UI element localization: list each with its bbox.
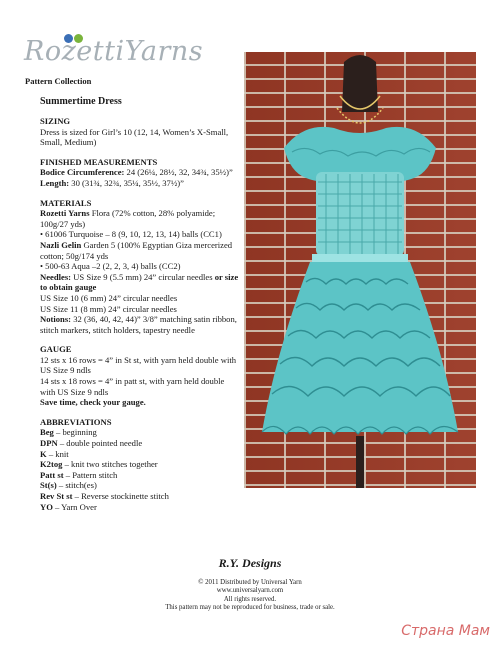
website: www.universalyarn.com xyxy=(216,587,284,595)
gauge-line-2: 14 sts x 18 rows = 4” in patt st, with yarn held double with US Size 9 ndls xyxy=(40,376,225,397)
logo-text: RozettiYarns xyxy=(24,36,204,67)
yarn-1: Rozetti Yarns Flora (72% cotton, 28% polyamide; 100g/27 yds) xyxy=(40,208,216,229)
length: Length: 30 (31¾, 32¾, 35¼, 35½, 37½)” xyxy=(40,177,184,188)
abbreviation-item: YO – Yarn Over xyxy=(40,501,97,512)
rozetti-yarns-logo xyxy=(24,34,204,74)
finished-measurements-heading: FINISHED MEASUREMENTS xyxy=(40,156,158,167)
gauge-line-1: 12 sts x 16 rows = 4” in St st, with yarn held double with US Size 9 ndls xyxy=(40,354,237,376)
abbreviation-item: Rev St st – Reverse stockinette stitch xyxy=(40,491,169,501)
footer xyxy=(0,556,500,613)
abbreviation-item: Beg – beginning xyxy=(40,427,97,438)
needles-2: US Size 10 (6 mm) 24” circular needles xyxy=(40,292,178,303)
notice: This pattern may not be reproduced for business, trade or sale. xyxy=(165,604,335,612)
needles: Needles: US Size 9 (5.5 mm) 24” circular needles or size to obtain gauge xyxy=(40,271,239,293)
yarn-2: Nazli Gelin Garden 5 (100% Egyptian Giza mercerized cotton; 50g/174 yds xyxy=(40,239,233,261)
rights: All rights reserved. xyxy=(223,595,277,603)
abbreviations-heading: ABBREVIATIONS xyxy=(40,416,112,427)
abbreviation-item: St(s) – stitch(es) xyxy=(40,480,97,491)
dress-illustration xyxy=(244,52,476,488)
dress-photo xyxy=(244,52,476,488)
materials-heading: MATERIALS xyxy=(40,197,92,208)
sizing-text: Dress is sized for Girl’s 10 (12, 14, Women’s X-Small, Small, Medium) xyxy=(40,126,229,148)
needles-3: US Size 11 (8 mm) 24” circular needles xyxy=(40,303,177,314)
yarn-1-color: • 61006 Turquoise – 8 (9, 10, 12, 13, 14) balls (CC1) xyxy=(40,229,222,240)
abbreviation-item: K – knit xyxy=(40,448,69,459)
abbreviation-item: Patt st – Pattern stitch xyxy=(40,469,118,480)
watermark: Страна Мам xyxy=(401,623,490,639)
bodice-circumference: Bodice Circumference: 24 (26¼, 28½, 32, 34¾, 35½)” xyxy=(40,167,233,178)
designer-logo: R.Y. Designs xyxy=(218,556,282,570)
abbreviation-item: K2tog – knit two stitches together xyxy=(40,459,158,470)
abbreviation-item: DPN – double pointed needle xyxy=(40,438,143,449)
pattern-collection-label: Pattern Collection xyxy=(25,76,92,86)
copyright: © 2011 Distributed by Universal Yarn xyxy=(198,579,302,586)
notions: Notions: 32 (36, 40, 42, 44)” 3/8” matching satin ribbon, stitch markers, stitch holders, tapestry needle xyxy=(40,314,237,335)
pattern-title: Summertime Dress xyxy=(40,96,122,107)
pattern-details xyxy=(40,116,240,512)
yarn-2-color: • 500-63 Aqua –2 (2, 2, 3, 4) balls (CC2) xyxy=(40,261,181,272)
gauge-check: Save time, check your gauge. xyxy=(40,397,146,408)
sizing-heading: SIZING xyxy=(40,116,71,126)
gauge-heading: GAUGE xyxy=(40,344,72,355)
